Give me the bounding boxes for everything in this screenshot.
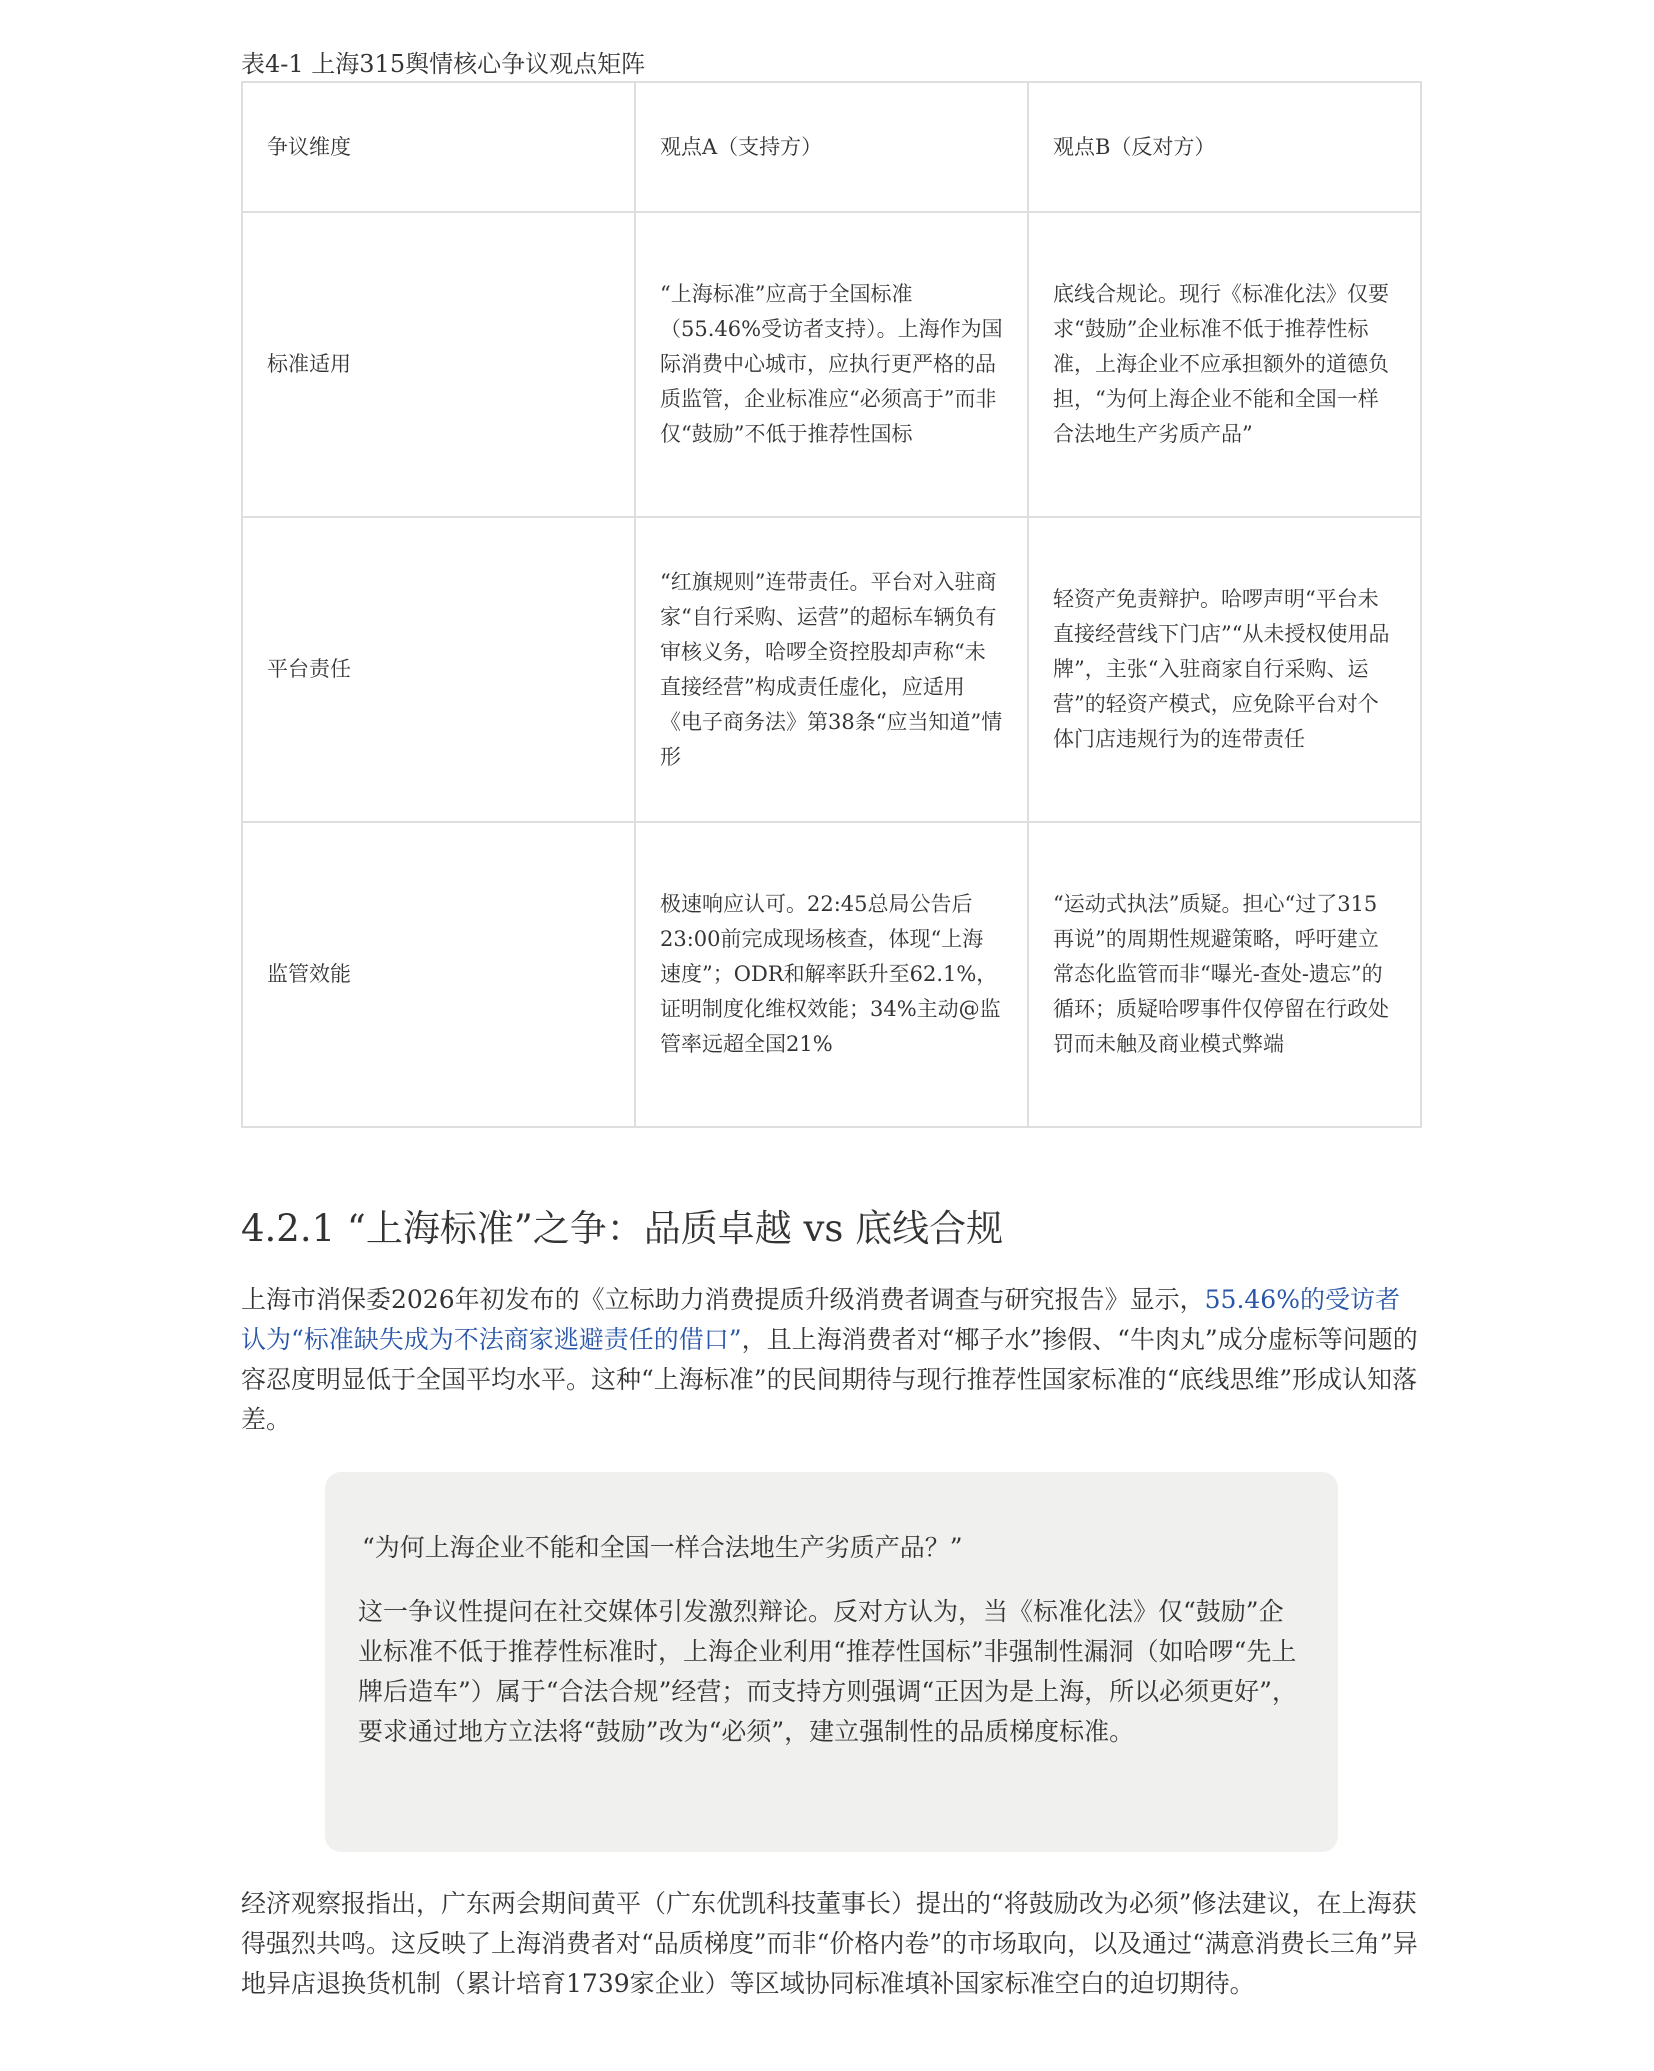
intro-text-start: 上海市消保委2026年初发布的《立标助力消费提质升级消费者调查与研究报告》显示， — [241, 1285, 1205, 1314]
view-a-cell: 极速响应认可。22:45总局公告后23:00前完成现场核查，体现“上海速度”；ODR和解率跃升至62.1%，证明制度化维权效能；34%主动@监管率远超全国21% — [635, 822, 1028, 1127]
table-row — [242, 517, 1421, 822]
closing-paragraph: 经济观察报指出，广东两会期间黄平（广东优凯科技董事长）提出的“将鼓励改为必须”修法建议，在上海获得强烈共鸣。这反映了上海消费者对“品质梯度”而非“价格内卷”的市场取向，以及通过“满意消费长三角”异地异店退换货机制（累计培育1739家企业）等区域协同标准填补国家标准空白的迫切期待。 — [241, 1889, 1418, 1998]
view-a-cell: “红旗规则”连带责任。平台对入驻商家“自行采购、运营”的超标车辆负有审核义务，哈啰全资控股却声称“未直接经营”构成责任虚化，应适用《电子商务法》第38条“应当知道”情形 — [635, 517, 1028, 822]
view-b-cell: 轻资产免责辩护。哈啰声明“平台未直接经营线下门店”“从未授权使用品牌”，主张“入驻商家自行采购、运营”的轻资产模式，应免除平台对个体门店违规行为的连带责任 — [1028, 517, 1421, 822]
table-header-row — [242, 82, 1421, 212]
dimension-cell: 标准适用 — [242, 212, 635, 517]
table-row — [242, 212, 1421, 517]
section-heading: 4.2.1 “上海标准”之争：品质卓越 vs 底线合规 — [241, 1207, 1004, 1250]
dimension-cell: 监管效能 — [242, 822, 635, 1127]
intro-paragraph — [241, 1280, 1424, 1440]
quote-title: “为何上海企业不能和全国一样合法地生产劣质产品？” — [362, 1533, 963, 1562]
quote-body: 这一争议性提问在社交媒体引发激烈辩论。反对方认为，当《标准化法》仅“鼓励”企业标准不低于推荐性标准时，上海企业利用“推荐性国标”非强制性漏洞（如哈啰“先上牌后造车”）属于“合法合规”经营；而支持方则强调“正因为是上海，所以必须更好”，要求通过地方立法将“鼓励”改为“必须”，建立强制性的品质梯度标准。 — [358, 1597, 1297, 1746]
view-a-cell: “上海标准”应高于全国标准（55.46%受访者支持）。上海作为国际消费中心城市，应执行更严格的品质监管，企业标准应“必须高于”而非仅“鼓励”不低于推荐性国标 — [635, 212, 1028, 517]
table-row — [242, 822, 1421, 1127]
highlighted-statistic-link[interactable]: 55.46%的受访者认为“标准缺失成为不法商家逃避责任的借口” — [241, 1285, 1400, 1354]
dimension-cell: 平台责任 — [242, 517, 635, 822]
header-cell-view-b: 观点B（反对方） — [1028, 82, 1421, 212]
controversy-matrix-table — [241, 81, 1422, 1128]
intro-text-end: ，且上海消费者对“椰子水”掺假、“牛肉丸”成分虚标等问题的容忍度明显低于全国平均水平。这种“上海标准”的民间期待与现行推荐性国家标准的“底线思维”形成认知落差。 — [241, 1325, 1418, 1434]
quote-box — [325, 1472, 1338, 1852]
table-caption: 表4-1 上海315舆情核心争议观点矩阵 — [241, 50, 646, 78]
header-cell-view-a: 观点A（支持方） — [635, 82, 1028, 212]
header-cell-dimension: 争议维度 — [242, 82, 635, 212]
view-b-cell: “运动式执法”质疑。担心“过了315再说”的周期性规避策略，呼吁建立常态化监管而非“曝光-查处-遗忘”的循环；质疑哈啰事件仅停留在行政处罚而未触及商业模式弊端 — [1028, 822, 1421, 1127]
view-b-cell: 底线合规论。现行《标准化法》仅要求“鼓励”企业标准不低于推荐性标准，上海企业不应承担额外的道德负担，“为何上海企业不能和全国一样合法地生产劣质产品” — [1028, 212, 1421, 517]
